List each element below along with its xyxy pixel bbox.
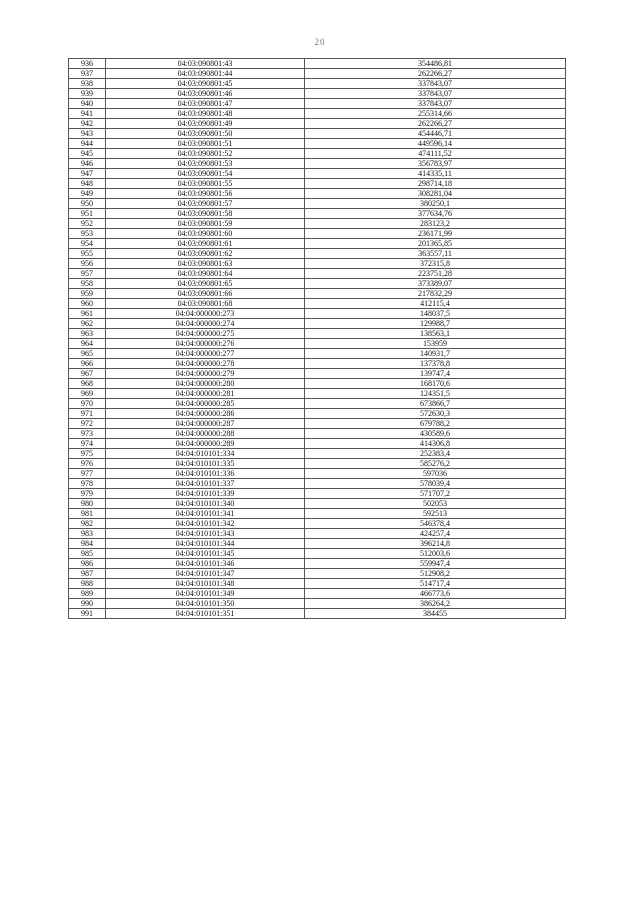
table-row — [69, 279, 566, 289]
cadastral-value-cell: 252383,4 — [305, 449, 566, 459]
table-row — [69, 239, 566, 249]
table-row — [69, 469, 566, 479]
cadastral-value-cell: 546378,4 — [305, 519, 566, 529]
cadastral-value-cell: 153959 — [305, 339, 566, 349]
row-number-cell: 941 — [69, 109, 106, 119]
row-number-cell: 977 — [69, 469, 106, 479]
cadastral-value-cell: 449596,14 — [305, 139, 566, 149]
cadastral-number-cell: 04:03:090801:65 — [106, 279, 305, 289]
table-row — [69, 349, 566, 359]
row-number-cell: 985 — [69, 549, 106, 559]
row-number-cell: 960 — [69, 299, 106, 309]
cadastral-value-cell: 466773,6 — [305, 589, 566, 599]
row-number-cell: 980 — [69, 499, 106, 509]
table-row — [69, 209, 566, 219]
row-number-cell: 981 — [69, 509, 106, 519]
row-number-cell: 971 — [69, 409, 106, 419]
cadastral-number-cell: 04:03:090801:47 — [106, 99, 305, 109]
table-row — [69, 339, 566, 349]
cadastral-value-cell: 255314,66 — [305, 109, 566, 119]
table-row — [69, 479, 566, 489]
table-row — [69, 189, 566, 199]
table-row — [69, 169, 566, 179]
cadastral-number-cell: 04:03:090801:60 — [106, 229, 305, 239]
cadastral-value-cell: 414306,8 — [305, 439, 566, 449]
cadastral-value-cell: 502053 — [305, 499, 566, 509]
cadastral-value-cell: 414335,11 — [305, 169, 566, 179]
table-row — [69, 229, 566, 239]
cadastral-number-cell: 04:03:090801:48 — [106, 109, 305, 119]
table-row — [69, 599, 566, 609]
cadastral-number-cell: 04:03:090801:56 — [106, 189, 305, 199]
cadastral-value-cell: 262266,27 — [305, 119, 566, 129]
row-number-cell: 988 — [69, 579, 106, 589]
row-number-cell: 963 — [69, 329, 106, 339]
cadastral-number-cell: 04:04:000000:287 — [106, 419, 305, 429]
table-row — [69, 489, 566, 499]
cadastral-number-cell: 04:04:000000:277 — [106, 349, 305, 359]
table-row — [69, 569, 566, 579]
table-row — [69, 309, 566, 319]
table-row — [69, 499, 566, 509]
cadastral-value-cell: 673866,7 — [305, 399, 566, 409]
row-number-cell: 956 — [69, 259, 106, 269]
table-row — [69, 519, 566, 529]
table-row — [69, 269, 566, 279]
cadastral-number-cell: 04:03:090801:55 — [106, 179, 305, 189]
cadastral-value-cell: 372315,8 — [305, 259, 566, 269]
cadastral-number-cell: 04:04:000000:273 — [106, 309, 305, 319]
table-row — [69, 179, 566, 189]
cadastral-number-cell: 04:03:090801:63 — [106, 259, 305, 269]
cadastral-value-cell: 129988,7 — [305, 319, 566, 329]
cadastral-value-cell: 138563,1 — [305, 329, 566, 339]
cadastral-value-cell: 337843,07 — [305, 79, 566, 89]
row-number-cell: 958 — [69, 279, 106, 289]
row-number-cell: 939 — [69, 89, 106, 99]
cadastral-number-cell: 04:04:000000:281 — [106, 389, 305, 399]
row-number-cell: 974 — [69, 439, 106, 449]
row-number-cell: 947 — [69, 169, 106, 179]
table-row — [69, 409, 566, 419]
cadastral-number-cell: 04:04:010101:345 — [106, 549, 305, 559]
cadastral-value-cell: 572630,3 — [305, 409, 566, 419]
cadastral-value-cell: 137378,8 — [305, 359, 566, 369]
cadastral-number-cell: 04:04:010101:343 — [106, 529, 305, 539]
cadastral-number-cell: 04:04:000000:280 — [106, 379, 305, 389]
cadastral-number-cell: 04:03:090801:52 — [106, 149, 305, 159]
cadastral-value-cell: 578039,4 — [305, 479, 566, 489]
table-row — [69, 59, 566, 69]
cadastral-value-cell: 585276,2 — [305, 459, 566, 469]
cadastral-value-cell: 217832,29 — [305, 289, 566, 299]
cadastral-value-cell: 139747,4 — [305, 369, 566, 379]
cadastral-number-cell: 04:03:090801:51 — [106, 139, 305, 149]
table-row — [69, 139, 566, 149]
row-number-cell: 978 — [69, 479, 106, 489]
cadastral-number-cell: 04:03:090801:59 — [106, 219, 305, 229]
row-number-cell: 949 — [69, 189, 106, 199]
cadastral-number-cell: 04:03:090801:43 — [106, 59, 305, 69]
cadastral-value-cell: 380250,1 — [305, 199, 566, 209]
cadastral-number-cell: 04:04:010101:335 — [106, 459, 305, 469]
row-number-cell: 959 — [69, 289, 106, 299]
row-number-cell: 972 — [69, 419, 106, 429]
table-row — [69, 429, 566, 439]
cadastral-value-cell: 512908,2 — [305, 569, 566, 579]
cadastral-value-cell: 140931,7 — [305, 349, 566, 359]
row-number-cell: 950 — [69, 199, 106, 209]
cadastral-value-cell: 430589,6 — [305, 429, 566, 439]
cadastral-number-cell: 04:03:090801:66 — [106, 289, 305, 299]
table-row — [69, 449, 566, 459]
cadastral-value-cell: 356783,97 — [305, 159, 566, 169]
cadastral-number-cell: 04:04:010101:348 — [106, 579, 305, 589]
cadastral-value-cell: 148037,5 — [305, 309, 566, 319]
cadastral-value-cell: 384455 — [305, 609, 566, 619]
cadastral-number-cell: 04:04:000000:278 — [106, 359, 305, 369]
table-row — [69, 399, 566, 409]
cadastral-value-table — [68, 58, 566, 619]
table-row — [69, 529, 566, 539]
table-row — [69, 89, 566, 99]
row-number-cell: 937 — [69, 69, 106, 79]
cadastral-number-cell: 04:03:090801:58 — [106, 209, 305, 219]
cadastral-value-cell: 514717,4 — [305, 579, 566, 589]
row-number-cell: 938 — [69, 79, 106, 89]
cadastral-value-cell: 298714,18 — [305, 179, 566, 189]
table-row — [69, 319, 566, 329]
cadastral-number-cell: 04:03:090801:61 — [106, 239, 305, 249]
row-number-cell: 955 — [69, 249, 106, 259]
cadastral-number-cell: 04:04:010101:349 — [106, 589, 305, 599]
row-number-cell: 952 — [69, 219, 106, 229]
cadastral-value-cell: 386264,2 — [305, 599, 566, 609]
table-row — [69, 159, 566, 169]
table-row — [69, 359, 566, 369]
table-row — [69, 419, 566, 429]
row-number-cell: 979 — [69, 489, 106, 499]
row-number-cell: 961 — [69, 309, 106, 319]
cadastral-value-cell: 223751,28 — [305, 269, 566, 279]
table-row — [69, 109, 566, 119]
cadastral-value-cell: 679788,2 — [305, 419, 566, 429]
row-number-cell: 970 — [69, 399, 106, 409]
row-number-cell: 954 — [69, 239, 106, 249]
cadastral-number-cell: 04:04:000000:286 — [106, 409, 305, 419]
table-row — [69, 119, 566, 129]
table-row — [69, 129, 566, 139]
table-row — [69, 379, 566, 389]
cadastral-number-cell: 04:04:010101:334 — [106, 449, 305, 459]
page-number: 20 — [314, 37, 326, 47]
table-row — [69, 99, 566, 109]
table-row — [69, 589, 566, 599]
row-number-cell: 983 — [69, 529, 106, 539]
cadastral-value-cell: 124351,5 — [305, 389, 566, 399]
cadastral-value-cell: 396214,8 — [305, 539, 566, 549]
cadastral-number-cell: 04:04:010101:342 — [106, 519, 305, 529]
cadastral-number-cell: 04:04:000000:274 — [106, 319, 305, 329]
table-row — [69, 69, 566, 79]
cadastral-number-cell: 04:04:010101:340 — [106, 499, 305, 509]
cadastral-number-cell: 04:03:090801:57 — [106, 199, 305, 209]
row-number-cell: 967 — [69, 369, 106, 379]
table-body — [69, 59, 566, 619]
table-row — [69, 579, 566, 589]
row-number-cell: 957 — [69, 269, 106, 279]
table-row — [69, 389, 566, 399]
row-number-cell: 965 — [69, 349, 106, 359]
cadastral-value-cell: 236171,99 — [305, 229, 566, 239]
row-number-cell: 940 — [69, 99, 106, 109]
row-number-cell: 936 — [69, 59, 106, 69]
cadastral-value-cell: 592513 — [305, 509, 566, 519]
row-number-cell: 984 — [69, 539, 106, 549]
cadastral-number-cell: 04:03:090801:49 — [106, 119, 305, 129]
cadastral-number-cell: 04:04:010101:339 — [106, 489, 305, 499]
table-row — [69, 329, 566, 339]
cadastral-value-cell: 571707,2 — [305, 489, 566, 499]
row-number-cell: 990 — [69, 599, 106, 609]
row-number-cell: 951 — [69, 209, 106, 219]
cadastral-value-cell: 262266,27 — [305, 69, 566, 79]
row-number-cell: 944 — [69, 139, 106, 149]
table-row — [69, 299, 566, 309]
cadastral-value-cell: 168170,6 — [305, 379, 566, 389]
table-row — [69, 289, 566, 299]
cadastral-value-cell: 597036 — [305, 469, 566, 479]
cadastral-number-cell: 04:04:010101:336 — [106, 469, 305, 479]
cadastral-number-cell: 04:04:010101:341 — [106, 509, 305, 519]
table-row — [69, 509, 566, 519]
cadastral-value-cell: 337843,07 — [305, 99, 566, 109]
cadastral-number-cell: 04:04:010101:344 — [106, 539, 305, 549]
table-row — [69, 439, 566, 449]
cadastral-number-cell: 04:03:090801:46 — [106, 89, 305, 99]
table-row — [69, 459, 566, 469]
cadastral-number-cell: 04:04:000000:275 — [106, 329, 305, 339]
row-number-cell: 966 — [69, 359, 106, 369]
row-number-cell: 943 — [69, 129, 106, 139]
row-number-cell: 946 — [69, 159, 106, 169]
cadastral-value-cell: 283123,2 — [305, 219, 566, 229]
cadastral-value-cell: 412115,4 — [305, 299, 566, 309]
row-number-cell: 942 — [69, 119, 106, 129]
cadastral-number-cell: 04:04:000000:289 — [106, 439, 305, 449]
table-row — [69, 539, 566, 549]
cadastral-number-cell: 04:03:090801:68 — [106, 299, 305, 309]
table-row — [69, 79, 566, 89]
row-number-cell: 964 — [69, 339, 106, 349]
cadastral-value-cell: 512003,6 — [305, 549, 566, 559]
row-number-cell: 975 — [69, 449, 106, 459]
cadastral-number-cell: 04:04:000000:285 — [106, 399, 305, 409]
row-number-cell: 991 — [69, 609, 106, 619]
cadastral-value-cell: 424257,4 — [305, 529, 566, 539]
cadastral-value-cell: 337843,07 — [305, 89, 566, 99]
cadastral-value-cell: 454446,71 — [305, 129, 566, 139]
row-number-cell: 989 — [69, 589, 106, 599]
table-row — [69, 199, 566, 209]
table-row — [69, 249, 566, 259]
row-number-cell: 953 — [69, 229, 106, 239]
table-row — [69, 559, 566, 569]
cadastral-value-cell: 373389,07 — [305, 279, 566, 289]
cadastral-number-cell: 04:03:090801:64 — [106, 269, 305, 279]
cadastral-number-cell: 04:04:010101:346 — [106, 559, 305, 569]
cadastral-number-cell: 04:04:000000:279 — [106, 369, 305, 379]
row-number-cell: 987 — [69, 569, 106, 579]
table-row — [69, 259, 566, 269]
cadastral-number-cell: 04:04:010101:337 — [106, 479, 305, 489]
cadastral-number-cell: 04:04:000000:276 — [106, 339, 305, 349]
row-number-cell: 945 — [69, 149, 106, 159]
table-row — [69, 549, 566, 559]
cadastral-number-cell: 04:04:010101:351 — [106, 609, 305, 619]
cadastral-value-cell: 363557,11 — [305, 249, 566, 259]
cadastral-number-cell: 04:03:090801:62 — [106, 249, 305, 259]
row-number-cell: 973 — [69, 429, 106, 439]
row-number-cell: 948 — [69, 179, 106, 189]
cadastral-value-cell: 474111,52 — [305, 149, 566, 159]
cadastral-value-cell: 201365,85 — [305, 239, 566, 249]
cadastral-number-cell: 04:03:090801:53 — [106, 159, 305, 169]
cadastral-value-cell: 559947,4 — [305, 559, 566, 569]
table-row — [69, 149, 566, 159]
row-number-cell: 986 — [69, 559, 106, 569]
row-number-cell: 962 — [69, 319, 106, 329]
table-row — [69, 219, 566, 229]
cadastral-number-cell: 04:03:090801:44 — [106, 69, 305, 79]
cadastral-value-cell: 354486,81 — [305, 59, 566, 69]
cadastral-number-cell: 04:03:090801:45 — [106, 79, 305, 89]
cadastral-number-cell: 04:04:000000:288 — [106, 429, 305, 439]
cadastral-value-cell: 377634,76 — [305, 209, 566, 219]
row-number-cell: 968 — [69, 379, 106, 389]
cadastral-number-cell: 04:03:090801:50 — [106, 129, 305, 139]
row-number-cell: 976 — [69, 459, 106, 469]
row-number-cell: 969 — [69, 389, 106, 399]
row-number-cell: 982 — [69, 519, 106, 529]
cadastral-number-cell: 04:04:010101:350 — [106, 599, 305, 609]
table-row — [69, 609, 566, 619]
cadastral-number-cell: 04:04:010101:347 — [106, 569, 305, 579]
cadastral-value-cell: 308281,04 — [305, 189, 566, 199]
table-row — [69, 369, 566, 379]
cadastral-number-cell: 04:03:090801:54 — [106, 169, 305, 179]
